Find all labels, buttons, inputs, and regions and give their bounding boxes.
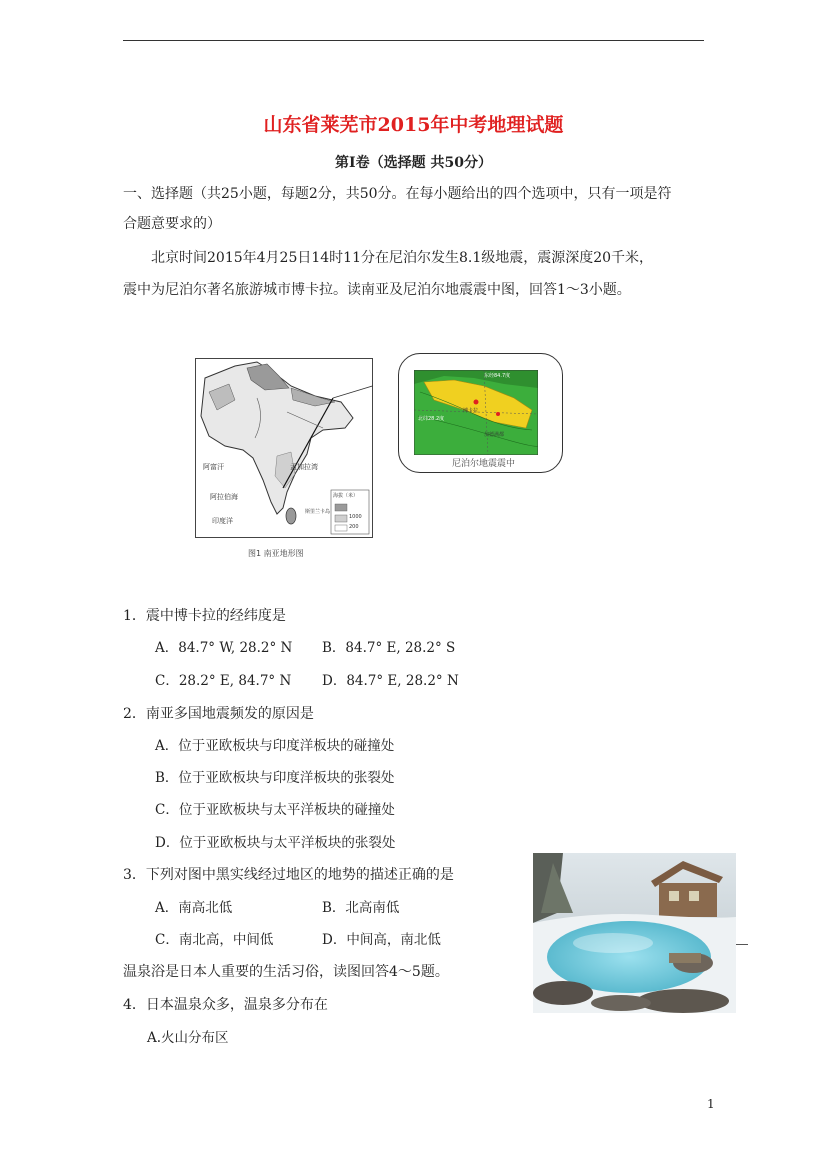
legend-title: 海拔（米） <box>333 493 359 499</box>
question-2-option-c[interactable]: C．位于亚欧板块与太平洋板块的碰撞处 <box>155 802 395 818</box>
label-afghanistan: 阿富汗 <box>203 463 224 471</box>
question-3-option-b[interactable]: B．北高南低 <box>322 900 400 916</box>
question-1-stem: 1．震中博卡拉的经纬度是 <box>123 608 286 624</box>
intro-line-1: 北京时间2015年4月25日14时11分在尼泊尔发生8.1级地震，震源深度20千米， <box>151 250 654 266</box>
page-number: 1 <box>707 1097 715 1111</box>
instructions-line-2: 合题意要求的） <box>123 216 221 232</box>
question-2-option-b[interactable]: B．位于亚欧板块与印度洋板块的张裂处 <box>155 770 395 786</box>
hot-spring-photo <box>533 853 736 1013</box>
epicenter-marker <box>474 400 479 405</box>
inset-kathmandu-label: 加德满都 <box>484 432 505 438</box>
map-caption: 图1 南亚地形图 <box>248 549 304 558</box>
label-indian-ocean: 印度洋 <box>212 517 233 525</box>
header-rule <box>123 40 704 41</box>
hotspring-intro: 温泉浴是日本人重要的生活习俗，读图回答4～5题。 <box>123 964 449 980</box>
inset-pokhara-label: 博卡拉 <box>463 408 479 414</box>
legend-1000: 1000 <box>349 514 362 520</box>
question-1-option-c[interactable]: C．28.2° E, 84.7° N <box>155 673 292 689</box>
label-sri-lanka: 斯里兰卡岛 <box>305 509 331 515</box>
inset-lat-label: 北纬28.2度 <box>418 416 445 422</box>
inset-caption: 尼泊尔地震震中 <box>452 459 516 469</box>
label-bengal-bay: 孟加拉湾 <box>290 463 318 471</box>
intro-line-2: 震中为尼泊尔著名旅游城市博卡拉。读南亚及尼泊尔地震震中图，回答1～3小题。 <box>123 282 631 298</box>
question-2-option-d[interactable]: D．位于亚欧板块与太平洋板块的张裂处 <box>155 835 396 851</box>
label-arabian-sea: 阿拉伯海 <box>210 493 238 501</box>
kathmandu-marker <box>496 412 500 416</box>
question-3-option-c[interactable]: C．南北高，中间低 <box>155 932 274 948</box>
margin-mark <box>736 944 748 945</box>
question-4-stem: 4．日本温泉众多，温泉多分布在 <box>123 997 328 1013</box>
question-2-option-a[interactable]: A．位于亚欧板块与印度洋板块的碰撞处 <box>155 738 395 754</box>
question-1-option-d[interactable]: D．84.7° E, 28.2° N <box>322 673 459 689</box>
question-2-stem: 2．南亚多国地震频发的原因是 <box>123 706 314 722</box>
legend-200: 200 <box>349 524 359 530</box>
south-asia-map <box>195 358 373 538</box>
question-3-stem: 3．下列对图中黑实线经过地区的地势的描述正确的是 <box>123 867 454 883</box>
question-1-option-b[interactable]: B．84.7° E, 28.2° S <box>322 640 456 656</box>
inset-lon-label: 东经84.7度 <box>484 373 511 379</box>
section-title: 第Ⅰ卷（选择题 共50分） <box>335 155 492 171</box>
question-3-option-a[interactable]: A．南高北低 <box>155 900 233 916</box>
instructions-line-1: 一、选择题（共25小题，每题2分，共50分。在每小题给出的四个选项中，只有一项是符 <box>123 186 672 202</box>
question-1-option-a[interactable]: A．84.7° W, 28.2° N <box>155 640 293 656</box>
page-title: 山东省莱芜市2015年中考地理试题 <box>263 114 564 136</box>
question-3-option-d[interactable]: D．中间高，南北低 <box>322 932 441 948</box>
question-4-option-a[interactable]: A.火山分布区 <box>147 1030 229 1046</box>
